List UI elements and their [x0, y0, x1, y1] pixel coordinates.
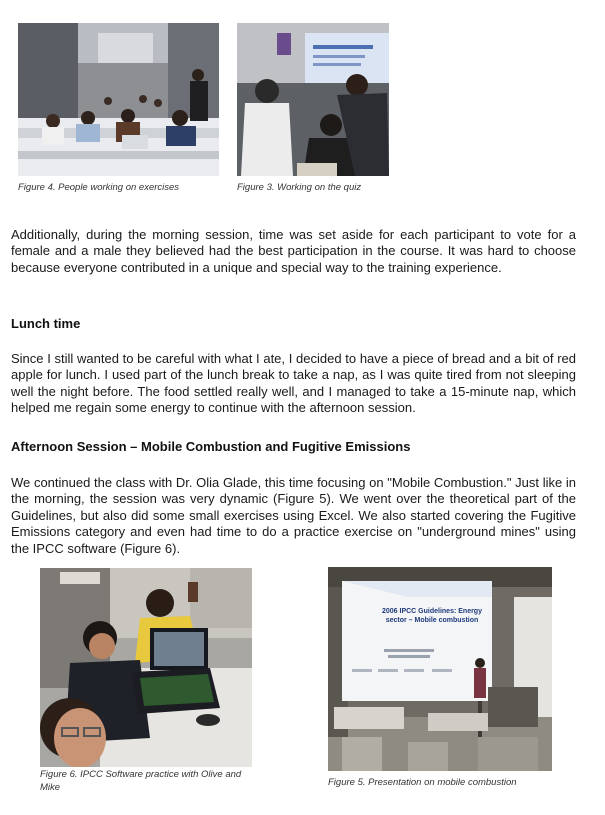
figure-6-caption: Figure 6. IPCC Software practice with Olive and Mike [40, 769, 242, 793]
figure-3-caption: Figure 3. Working on the quiz [237, 182, 362, 193]
figure-5-caption: Figure 5. Presentation on mobile combustion [328, 777, 517, 788]
figure-4-caption: Figure 4. People working on exercises [18, 182, 180, 193]
slide-title: 2006 IPCC Guidelines: Energy sector – Mobile combustion [382, 608, 482, 624]
paragraph-voting: Additionally, during the morning session, time was set aside for each participant to vote for a female and a male they believed had the best participation in the course. It was hard to choose because everyone contributed in a unique and special way to the training experience. [11, 227, 576, 275]
heading-lunch-time: Lunch time [11, 316, 81, 331]
heading-afternoon-session: Afternoon Session – Mobile Combustion and Fugitive Emissions [11, 439, 411, 454]
figure-5-photo [328, 567, 552, 771]
figure-4-photo [18, 23, 219, 176]
paragraph-afternoon: We continued the class with Dr. Olia Glade, this time focusing on "Mobile Combustion." Just like in the morning, the session was very dynamic (Figure 5). We went over the theoretical part of the Guidelines, but also did some small exercises using Excel. We also started covering the Fugitive Emissions category and even had time to do a practice exercise on "underground mines" using the IPCC software (Figure 6). [11, 475, 576, 556]
paragraph-lunch: Since I still wanted to be careful with what I ate, I decided to have a piece of bread and a bit of red apple for lunch. I used part of the lunch break to take a nap, as I was quite tired from not sleeping well the night before. The food settled really well, and I managed to take a 15-minute nap, which helped me regain some energy to continue with the afternoon session. [11, 351, 576, 416]
figure-3-photo [237, 23, 389, 176]
figure-6-photo [40, 568, 252, 767]
